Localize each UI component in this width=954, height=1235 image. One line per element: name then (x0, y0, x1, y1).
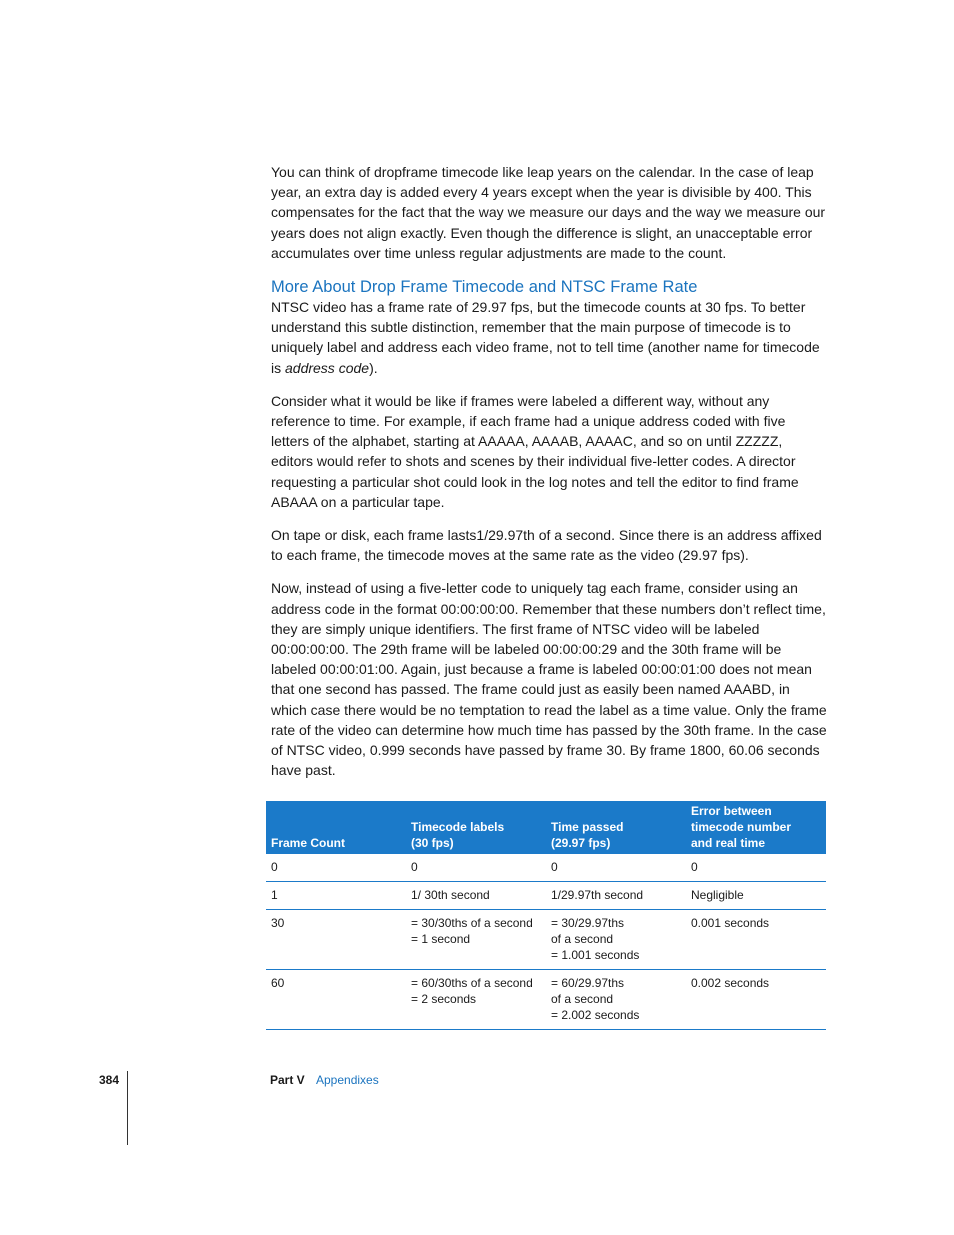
header-error: Error between timecode number and real time (686, 801, 826, 854)
table-row (266, 854, 826, 882)
table-cell: 0 (546, 854, 686, 882)
paragraph-five-letter-codes: Consider what it would be like if frames were labeled a different way, without any reference to time. For example, if each frame had a unique address coded with five letters of the alphabet, starting at AAAAA, AAAAB, AAAAC, and so on until ZZZZZ, editors would refer to shots and scenes by their individual five-letter codes. A director requesting a particular shot could look in the log notes and tell the editor to find frame ABAAA on a particular tape. (271, 392, 799, 510)
main-content (271, 162, 827, 793)
footer-section-link[interactable]: Appendixes (316, 1073, 379, 1087)
table-cell: 0.001 seconds (686, 910, 826, 970)
paragraph-ntsc-end: ). (369, 359, 378, 376)
timecode-table (266, 801, 826, 1030)
table-cell: = 60/30ths of a second = 2 seconds (406, 970, 546, 1030)
table-cell: 0 (266, 854, 406, 882)
paragraph-frame-duration: On tape or disk, each frame lasts1/29.97th of a second. Since there is an address affixed to each frame, the timecode moves at the same rate as the video (29.97 fps). (271, 527, 822, 564)
table-cell: 0.002 seconds (686, 970, 826, 1030)
table-row (266, 970, 826, 1030)
paragraph-leap-years: You can think of dropframe timecode like leap years on the calendar. In the case of leap year, an extra day is added every 4 years except when the year is divisible by 400. This compensates for the fact that the way we measure our days and the way we measure our years does not align exactly. Even though the difference is slight, an unacceptable error accumulates over time unless regular adjustments are made to the count. (271, 164, 826, 261)
footer-divider (127, 1071, 128, 1145)
paragraph-ntsc-text: NTSC video has a frame rate of 29.97 fps, but the timecode counts at 30 fps. To better understand this subtle distinction, remember that the main purpose of timecode is to uniquely label and address each video frame, not to tell time (another name for timecode is (271, 299, 820, 376)
table-cell: 60 (266, 970, 406, 1030)
header-timecode-labels: Timecode labels (30 fps) (406, 801, 546, 854)
table-cell: 1/ 30th second (406, 882, 546, 910)
table-row (266, 882, 826, 910)
footer-part-label: Part V (270, 1073, 305, 1087)
table-cell: = 60/29.97ths of a second = 2.002 seconds (546, 970, 686, 1030)
table-cell: 1/29.97th second (546, 882, 686, 910)
table-cell: = 30/29.97ths of a second = 1.001 seconds (546, 910, 686, 970)
section-heading: More About Drop Frame Timecode and NTSC Frame Rate (271, 278, 698, 297)
paragraph-address-code-format: Now, instead of using a five-letter code to uniquely tag each frame, consider using an address code in the format 00:00:00:00. Remember that these numbers don’t reflect time, they are simply unique identifiers. The first frame of NTSC video will be labeled 00:00:00:00. The 29th frame will be labeled 00:00:00:29 and the 30th frame will be labeled 00:00:01:00. Again, just because a frame is labeled 00:00:01:00 does not mean that one second has passed. The frame could just as easily been named AAABD, in which case there would be no temptation to read the label as a time value. Only the frame rate of the video can determine how much time has passed by the 30th frame. In the case of NTSC video, 0.999 seconds have passed by frame 30. By frame 1800, 60.06 seconds have past. (271, 580, 827, 779)
table-cell: 0 (686, 854, 826, 882)
paragraph-ntsc-frame-rate (271, 297, 827, 378)
table-row (266, 910, 826, 970)
address-code-term: address code (285, 359, 370, 376)
table-cell: 0 (406, 854, 546, 882)
page-number: 384 (99, 1073, 120, 1087)
table-cell: 30 (266, 910, 406, 970)
header-frame-count: Frame Count (266, 801, 406, 854)
header-time-passed: Time passed (29.97 fps) (546, 801, 686, 854)
table-cell: = 30/30ths of a second = 1 second (406, 910, 546, 970)
table-cell: 1 (266, 882, 406, 910)
table-cell: Negligible (686, 882, 826, 910)
table-header-row (266, 801, 826, 854)
